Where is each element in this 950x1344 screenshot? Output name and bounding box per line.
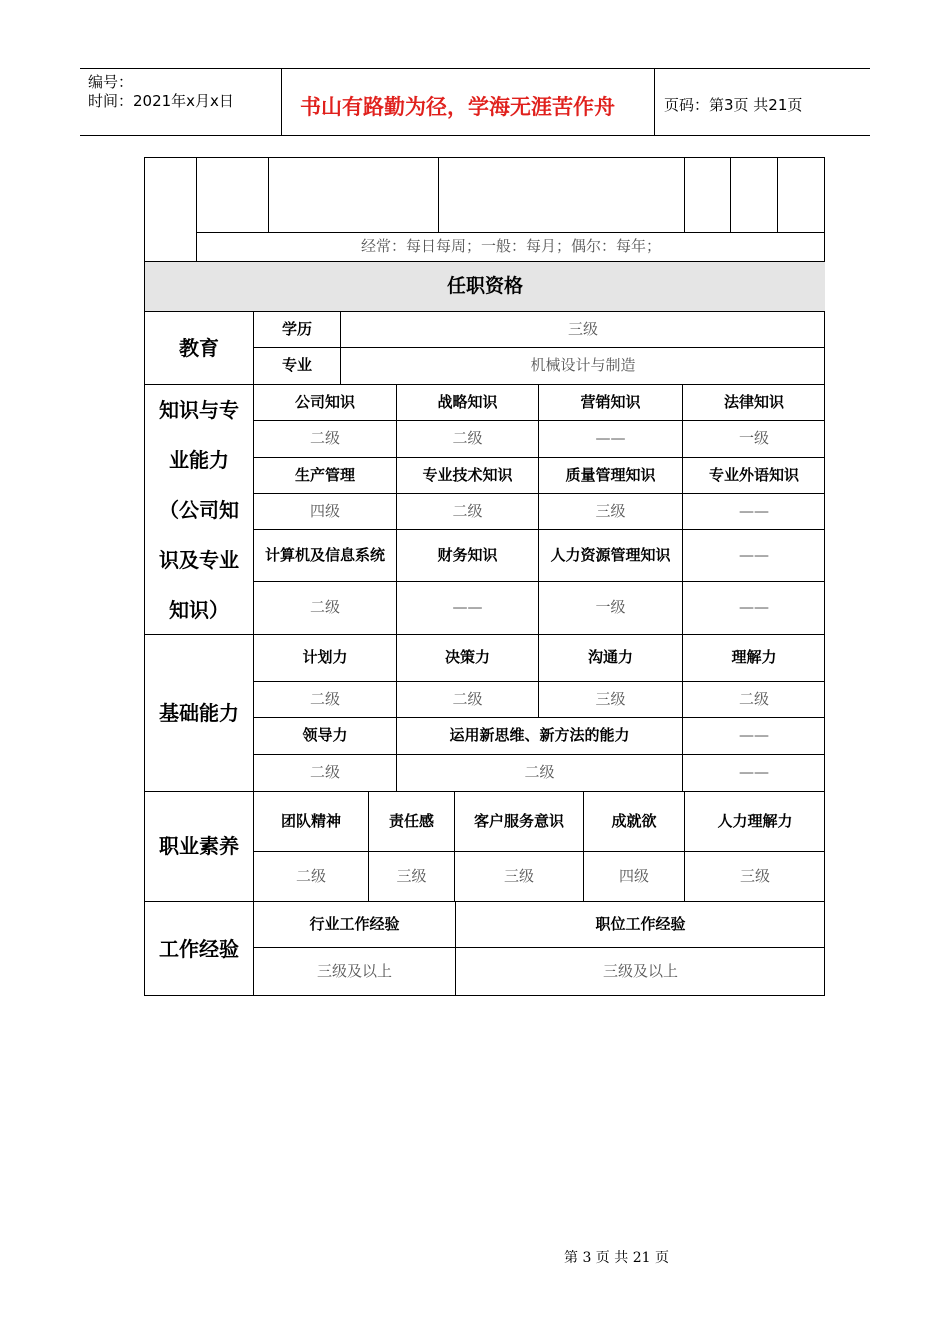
basic-ability-value: 二级 [253, 754, 396, 791]
work-experience-label: 职位工作经验 [455, 901, 825, 947]
frequency-note: 经常：每日每周；一般：每月；偶尔：每年； [196, 232, 825, 261]
qualification-table [144, 157, 825, 996]
professional-quality-value: 三级 [454, 851, 583, 901]
knowledge-label: 人力资源管理知识 [538, 529, 682, 581]
knowledge-label: 法律知识 [682, 384, 825, 420]
professional-quality-value: 四级 [583, 851, 684, 901]
professional-quality-label: 人力理解力 [684, 791, 825, 851]
basic-ability-value: 三级 [538, 681, 682, 717]
education-major-label: 专业 [253, 347, 340, 384]
basic-ability-value: —— [682, 717, 825, 754]
section-title: 任职资格 [144, 261, 825, 311]
blank-cell [196, 157, 268, 232]
basic-ability-category: 基础能力 [144, 634, 253, 791]
work-experience-value: 三级及以上 [455, 947, 825, 996]
education-degree-label: 学历 [253, 311, 340, 347]
professional-quality-label: 成就欲 [583, 791, 684, 851]
knowledge-value: —— [538, 420, 682, 457]
basic-ability-label: 理解力 [682, 634, 825, 681]
professional-quality-value: 二级 [253, 851, 368, 901]
basic-ability-label: 决策力 [396, 634, 538, 681]
knowledge-label: 财务知识 [396, 529, 538, 581]
header-divider [654, 68, 655, 136]
knowledge-value: —— [682, 529, 825, 581]
knowledge-value: 二级 [396, 420, 538, 457]
knowledge-label: 质量管理知识 [538, 457, 682, 493]
blank-cell [438, 157, 684, 232]
basic-ability-label: 领导力 [253, 717, 396, 754]
knowledge-label: 公司知识 [253, 384, 396, 420]
professional-quality-label: 团队精神 [253, 791, 368, 851]
knowledge-label: 专业技术知识 [396, 457, 538, 493]
knowledge-value: 一级 [538, 581, 682, 634]
work-experience-label: 行业工作经验 [253, 901, 455, 947]
document-number-label: 编号： [88, 73, 134, 91]
knowledge-value: —— [396, 581, 538, 634]
header-divider [281, 68, 282, 136]
professional-quality-label: 客户服务意识 [454, 791, 583, 851]
knowledge-label: 专业外语知识 [682, 457, 825, 493]
document-date-label: 时间：2021年x月x日 [88, 92, 234, 110]
knowledge-value: —— [682, 493, 825, 529]
knowledge-category: 知识与专业能力（公司知识及专业知识） [144, 384, 253, 634]
blank-cell [144, 157, 196, 261]
basic-ability-value: 二级 [396, 681, 538, 717]
knowledge-value: 二级 [396, 493, 538, 529]
knowledge-label: 生产管理 [253, 457, 396, 493]
page-footer-number: 第 3 页 共 21 页 [564, 1250, 669, 1266]
professional-quality-category: 职业素养 [144, 791, 253, 901]
basic-ability-value: 二级 [682, 681, 825, 717]
blank-cell [268, 157, 438, 232]
knowledge-label: 计算机及信息系统 [253, 529, 396, 581]
knowledge-value: 二级 [253, 581, 396, 634]
work-experience-category: 工作经验 [144, 901, 253, 996]
blank-cell [777, 157, 825, 232]
knowledge-value: 四级 [253, 493, 396, 529]
knowledge-label: 营销知识 [538, 384, 682, 420]
header-top-rule [80, 68, 870, 69]
professional-quality-value: 三级 [684, 851, 825, 901]
blank-cell [730, 157, 777, 232]
basic-ability-label: 运用新思维、新方法的能力 [396, 717, 682, 754]
basic-ability-value: 二级 [396, 754, 682, 791]
knowledge-value: —— [682, 581, 825, 634]
basic-ability-label: 沟通力 [538, 634, 682, 681]
header-motto: 书山有路勤为径，学海无涯苦作舟 [300, 95, 615, 119]
knowledge-value: 一级 [682, 420, 825, 457]
professional-quality-value: 三级 [368, 851, 454, 901]
basic-ability-value: —— [682, 754, 825, 791]
knowledge-value: 三级 [538, 493, 682, 529]
basic-ability-value: 二级 [253, 681, 396, 717]
education-major-value: 机械设计与制造 [340, 347, 825, 384]
knowledge-label: 战略知识 [396, 384, 538, 420]
header-bottom-rule [80, 135, 870, 136]
work-experience-value: 三级及以上 [253, 947, 455, 996]
knowledge-value: 二级 [253, 420, 396, 457]
professional-quality-label: 责任感 [368, 791, 454, 851]
education-degree-value: 三级 [340, 311, 825, 347]
header-page-number: 页码：第3页 共21页 [664, 96, 803, 114]
blank-cell [684, 157, 730, 232]
education-category: 教育 [144, 311, 253, 384]
basic-ability-label: 计划力 [253, 634, 396, 681]
